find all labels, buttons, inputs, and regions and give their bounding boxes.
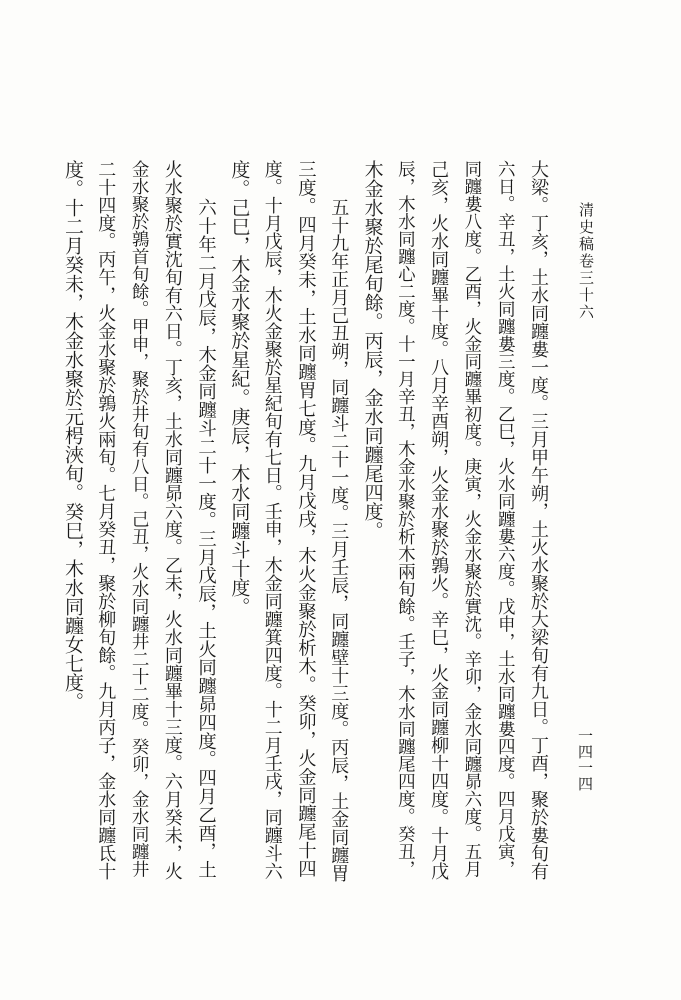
text-column: 度。十月戊辰，木火金聚於星紀旬有七日。壬申，木金同躔箕四度。十二月壬戌，同躔斗六 [261, 160, 283, 880]
text-column: 度。己巳，木金水聚於星紀。庚辰，木水同躔斗十度。 [228, 160, 251, 616]
paragraph-start-column: 五十九年正月己丑朔，同躔斗二十一度。三月壬辰，同躔壁十三度。丙辰，土金同躔胃 [328, 198, 350, 882]
text-column: 火水聚於實沈旬有六日。丁亥，土水同躔昴六度。乙未，火水同躔畢十三度。六月癸未，火 [161, 160, 183, 880]
text-column: 二十四度。丙午，火金水聚於鶉火兩旬。七月癸丑，聚於柳旬餘。九月丙子，金水同躔氐十 [95, 160, 117, 880]
text-column: 大梁。丁亥，土水同躔婁一度。三月甲午朔，土火水聚於大梁旬有九日。丁酉，聚於婁旬有 [528, 160, 549, 880]
text-column: 木金水聚於尾旬餘。丙辰，金水同躔尾四度。 [361, 160, 384, 540]
text-column: 度。十二月癸未，木金水聚於元枵浹旬。癸巳，木水同躔女七度。 [62, 160, 84, 711]
page-number: 一四一四 [576, 728, 594, 792]
text-column: 三度。四月癸未，土水同躔胃七度。九月戊戌，木火金聚於析木。癸卯，火金同躔尾十四 [295, 160, 317, 878]
text-column: 六日。辛丑，土火同躔婁三度。乙巳，火水同躔婁六度。戊申，土水同躔婁四度。四月戊寅， [495, 160, 516, 878]
text-column: 辰，木水同躔心二度。十一月辛丑，木金水聚於析木兩旬餘。壬子，木水同躔尾四度。癸丑， [395, 160, 416, 878]
paragraph-start-column: 六十年二月戊辰，木金同躔斗二十一度。三月戊辰，土火同躔昴四度。四月乙酉，土 [195, 198, 217, 879]
text-column: 同躔婁八度。乙酉，火金同躔畢初度。庚寅，火金水聚於實沈。辛卯，金水同躔昴六度。五月 [461, 160, 482, 878]
text-column: 己亥，火水同躔畢十度。八月辛酉朔，火金水聚於鶉火。辛巳，火金同躔柳十四度。十月戊 [428, 160, 450, 880]
text-column: 金水聚於鶉首旬餘。甲申，聚於井旬有八日。己丑，火水同躔井二十二度。癸卯，金水同躔井 [129, 160, 150, 878]
running-title: 清史稿卷三十六 [577, 202, 595, 321]
